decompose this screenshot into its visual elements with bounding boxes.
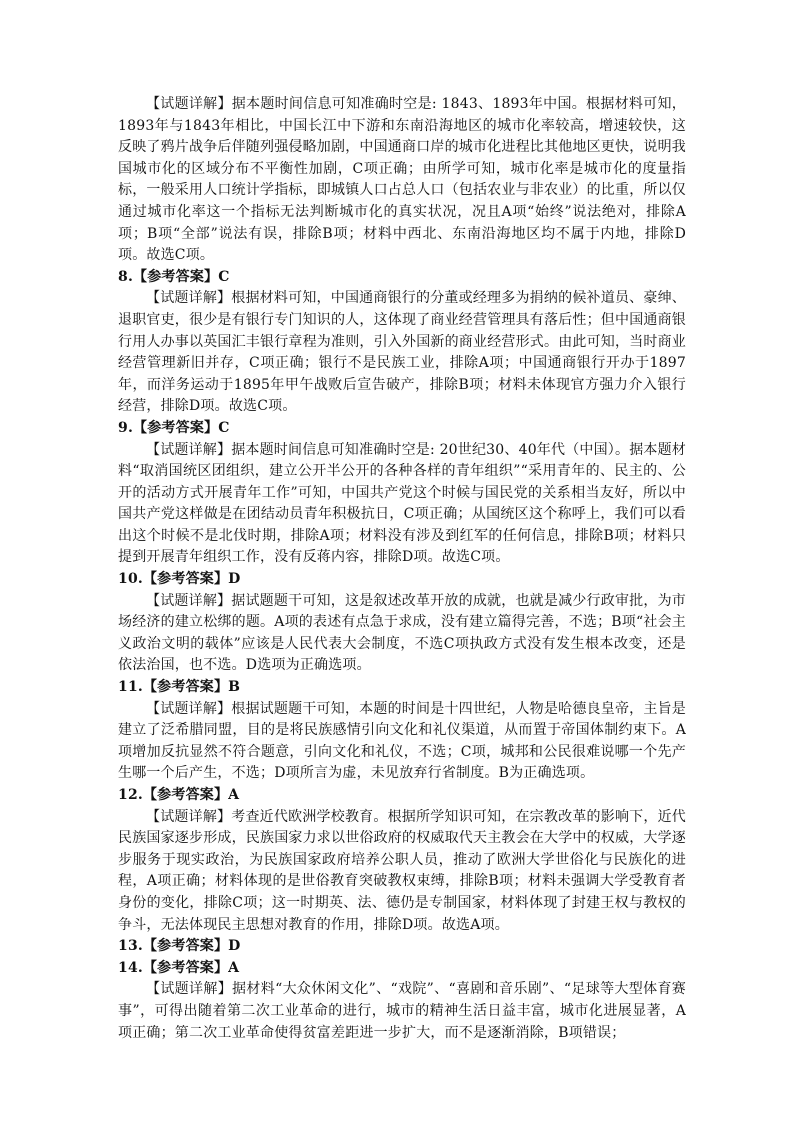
answer-heading	[118, 958, 686, 980]
question-number: 14.	[118, 959, 143, 976]
explanation-paragraph: 【试题详解】根据材料可知，中国通商银行的分董或经理多为捐纳的候补道员、豪绅、退职官吏，很少是有银行专门知识的人，这体现了商业经营管理具有落后性；但中国通商银行用人办事以英国汇丰银行章程为准则，引入外国新的商业经营形式。由此可知，当时商业经营管理新旧并存，C项正确；银行不是民族工业，排除A项；中国通商银行开办于1897年，而洋务运动于1895年甲午战败后宣告破产，排除B项；材料未体现官方强力介入银行经营，排除D项。故选C项。	[118, 290, 686, 415]
answer-heading	[118, 936, 686, 958]
answer-heading	[118, 418, 686, 440]
explanation-paragraph: 【试题详解】据材料“大众休闲文化”、“戏院”、“喜剧和音乐剧”、“足球等大型体育赛事”，可得出随着第二次工业革命的进行，城市的精神生活日益丰富，城市化进展显著，A项正确；第二次工业革命使得贫富差距进一步扩大，而不是逐渐消除，B项错误；	[118, 981, 686, 1041]
reference-answer: 【参考答案】A	[142, 787, 240, 803]
explanation-paragraph: 【试题详解】根据试题题干可知，本题的时间是十四世纪，人物是哈德良皇帝，主旨是建立了泛希腊同盟，目的是将民族感情引向文化和礼仪渠道，从而置于帝国体制约束下。A项增加反抗显然不符合题意，引向文化和礼仪，不选；C项，城邦和公民很难说哪一个先产生哪一个后产生，不选；D项所言为虚，未见放弃行省制度。B为正确选项。	[118, 700, 686, 782]
question-number: 10.	[118, 571, 143, 588]
reference-answer: 【参考答案】C	[133, 419, 230, 436]
explanation-paragraph: 【试题详解】据本题时间信息可知准确时空是: 20世纪30、40年代（中国）。据本题材料“取消国统区团组织，建立公开半公开的各种各样的青年组织”“采用青年的、民主的、公开的活动方式开展青年工作”可知，中国共产党这个时候与国民党的关系相当友好，所以中国共产党这样做是在团结动员青年积极抗日，C项正确；从国统区这个称呼上，我们可以看出这个时候不是北伐时期，排除A项；材料没有涉及到红军的任何信息，排除B项；材料只提到开展青年组织工作，没有反蒋内容，排除D项。故选C项。	[118, 441, 687, 566]
document-page	[118, 94, 686, 1044]
reference-answer: 【参考答案】A	[142, 959, 240, 976]
answer-heading	[118, 677, 686, 699]
explanation-paragraph: 【试题详解】据本题时间信息可知准确时空是: 1843、1893年中国。根据材料可知，1893年与1843年相比，中国长江中下游和东南沿海地区的城市化率较高，增速较快，这反映了鸦片战争后伴随列强侵略加剧，中国通商口岸的城市化进程比其他地区更快，说明我国城市化的区域分布不平衡性加剧，C项正确；由所学可知，城市化率是城市化的度量指标，一般采用人口统计学指标，即城镇人口占总人口（包括农业与非农业）的比重，所以仅通过城市化率这一个指标无法判断城市化的真实状况，况且A项“始终”说法绝对，排除A项；B项“全部”说法有误，排除B项；材料中西北、东南沿海地区均不属于内地，排除D项。故选C项。	[118, 96, 686, 264]
question-number: 9.	[118, 419, 134, 436]
question-number: 11.	[118, 679, 143, 696]
question-number: 13.	[118, 938, 143, 955]
reference-answer: 【参考答案】D	[142, 938, 241, 955]
explanation-paragraph: 【试题详解】考查近代欧洲学校教育。根据所学知识可知，在宗教改革的影响下，近代民族国家逐步形成，民族国家力求以世俗政府的权威取代天主教会在大学中的权威，大学逐步服务于现实政治，为民族国家政府培养公职人员，推动了欧洲大学世俗化与民族化的进程，A项正确；材料体现的是世俗教育突破教权束缚，排除B项；材料未强调大学受教育者身份的变化，排除C项；这一时期英、法、德仍是专制国家，材料体现了封建王权与教权的争斗，无法体现民主思想对教育的作用，排除D项。故选A项。	[118, 808, 686, 933]
question-number: 8.	[118, 268, 134, 285]
answer-heading	[118, 267, 686, 289]
reference-answer: 【参考答案】C	[133, 268, 230, 285]
reference-answer: 【参考答案】D	[142, 571, 241, 588]
answer-heading	[118, 569, 686, 591]
reference-answer: 【参考答案】B	[142, 679, 241, 696]
question-number: 12.	[118, 787, 143, 803]
explanation-paragraph: 【试题详解】据试题题干可知，这是叙述改革开放的成就，也就是减少行政审批，为市场经济的建立松绑的题。A项的表述有点急于求成，没有建立篇得完善，不选；B项“社会主义政治文明的载体”应该是人民代表大会制度，不选C项执政方式没有发生根本改变，还是依法治国，也不选。D选项为正确选项。	[118, 592, 686, 674]
answer-heading	[118, 785, 686, 807]
